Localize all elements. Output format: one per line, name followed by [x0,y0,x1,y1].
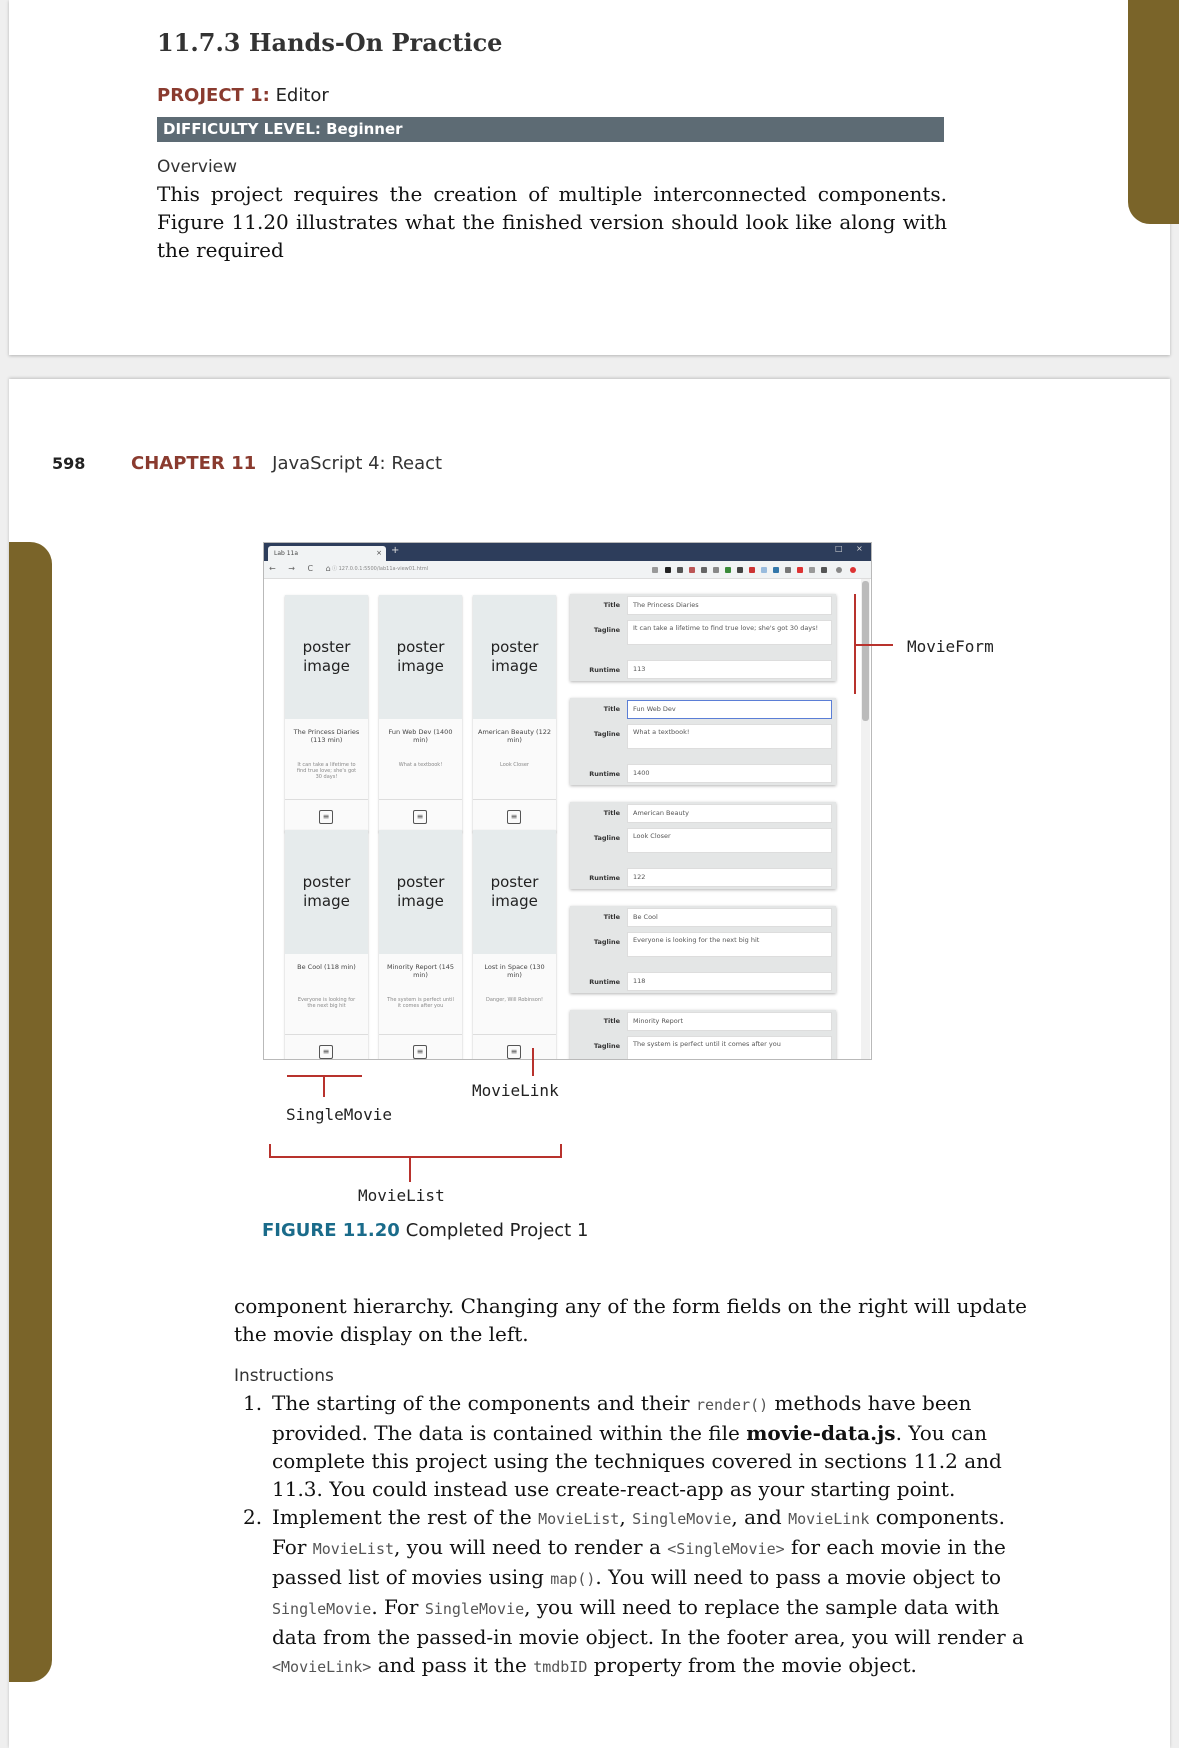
extension-icon[interactable] [797,567,803,573]
extension-icon[interactable] [773,567,779,573]
runtime-input[interactable]: 1400 [627,764,832,783]
extension-icon[interactable] [809,567,815,573]
instructions-heading: Instructions [234,1366,334,1386]
movie-title: Lost in Space (130 min) [484,963,545,979]
movie-form [570,594,836,681]
movie-tagline: The system is perfect until it comes after you [387,997,454,1009]
runtime-input[interactable]: 122 [627,868,832,887]
poster-image: poster image [473,830,556,954]
text-span: . You will need to pass a movie object to [595,1565,1002,1589]
tagline-label: Tagline [593,1042,620,1050]
code-span: <MovieLink> [272,1658,372,1676]
runtime-label: Runtime [589,770,620,778]
movie-tagline: Everyone is looking for the next big hit [297,997,356,1009]
thumb-tab-right [1128,0,1179,224]
runtime-input[interactable]: 113 [627,660,832,679]
movielink-label: MovieLink [472,1081,559,1100]
url-text[interactable]: ⓘ 127.0.0.1:5500/lab11a-view01.html [332,566,429,572]
title-input[interactable]: American Beauty [627,804,832,823]
chapter-header [131,453,442,474]
single-movie-card [379,595,462,832]
code-span: render() [695,1396,769,1414]
project-title [157,85,329,106]
text-span: , and [731,1505,789,1529]
single-movie-card [285,830,368,1060]
movie-tagline: Danger, Will Robinson! [485,997,544,1003]
tagline-label: Tagline [593,938,620,946]
tab-title: Lab 11a [274,550,299,557]
single-movie-card [473,830,556,1060]
text-span: and pass it the [371,1653,534,1677]
chapter-title: JavaScript 4: React [272,453,443,474]
instruction-item [243,1503,1033,1681]
movielist-connector [409,1157,411,1182]
star-icon[interactable] [652,567,658,573]
title-label: Title [603,705,620,713]
movie-link-icon[interactable]: ≡ [413,810,427,824]
movie-title: The Princess Diaries (113 min) [293,728,360,744]
text-span: methods have been provided. The data is contained within the file [272,1391,972,1445]
extension-icon[interactable] [821,567,827,573]
card-footer [473,1034,556,1060]
tagline-input[interactable]: What a textbook! [627,724,832,749]
movie-link-icon[interactable]: ≡ [319,810,333,824]
movieform-label: MovieForm [907,637,994,656]
text-span: Implement the rest of the [272,1505,539,1529]
text-span: , you will need to replace the sample data with data from the passed-in movie object. In the footer area, you will render a [272,1595,1024,1649]
runtime-label: Runtime [589,666,620,674]
chapter-label: CHAPTER 11 [131,453,257,474]
extension-icon[interactable] [665,567,671,573]
singlemovie-connector [323,1076,325,1097]
browser-titlebar [264,543,872,561]
page-number: 598 [52,454,86,473]
extension-icon[interactable] [677,567,683,573]
new-tab-icon[interactable]: + [391,545,400,556]
movielink-connector [532,1048,534,1076]
scrollbar[interactable] [861,579,870,1060]
code-span: SingleMovie [632,1510,732,1528]
figure-caption [262,1220,588,1241]
tagline-label: Tagline [593,730,620,738]
window-maximize-icon[interactable]: □ [835,544,843,553]
movieform-connector [855,644,893,646]
movie-link-icon[interactable]: ≡ [507,1045,521,1059]
text-span: The starting of the components and their [272,1391,696,1415]
tagline-input[interactable]: Look Closer [627,828,832,853]
title-input[interactable]: Minority Report [627,1012,832,1031]
code-span: SingleMovie [424,1600,525,1618]
movielist-bracket-right [560,1144,562,1158]
title-label: Title [603,1017,620,1025]
item-number: 1. [243,1391,263,1415]
title-label: Title [603,601,620,609]
tab-close-icon[interactable]: × [376,549,382,557]
movie-tagline: What a textbook! [398,762,443,768]
extension-icon[interactable] [737,567,743,573]
item-text [272,1503,1033,1681]
movie-link-icon[interactable]: ≡ [507,810,521,824]
movie-title: Fun Web Dev (1400 min) [388,728,453,744]
code-span: MovieList [538,1510,620,1528]
movielist-bracket [269,1156,562,1158]
title-label: Title [603,809,620,817]
tagline-label: Tagline [593,626,620,634]
extension-icon[interactable] [701,567,707,573]
extension-icon[interactable] [713,567,719,573]
project-name: Editor [275,85,329,106]
single-movie-card [285,595,368,832]
movie-form [570,698,836,785]
card-footer [473,799,556,833]
title-input[interactable]: The Princess Diaries [627,596,832,615]
filename-span: movie-data.js [746,1421,896,1445]
code-span: <SingleMovie> [667,1540,785,1558]
poster-image: poster image [285,830,368,954]
menu-icon[interactable] [850,567,856,573]
movie-form [570,802,836,889]
title-label: Title [603,913,620,921]
text-span: for each movie in the passed list of movies using [272,1535,1006,1589]
text-span: , you will need to render a [394,1535,668,1559]
single-movie-card [379,830,462,1060]
runtime-label: Runtime [589,978,620,986]
text-span: property from the movie object. [587,1653,917,1677]
instruction-item [243,1389,1033,1503]
difficulty-bar: DIFFICULTY LEVEL: Beginner [157,117,944,142]
extension-icon[interactable] [689,567,695,573]
code-span: MovieList [312,1540,395,1558]
movie-tagline: It can take a lifetime to find true love; she's got 30 days! [296,762,357,780]
tagline-label: Tagline [593,834,620,842]
movielist-bracket-left [269,1144,271,1158]
card-footer [379,1034,462,1060]
code-span: map() [550,1570,596,1588]
item-number: 2. [243,1505,263,1529]
extension-icon[interactable] [785,567,791,573]
singlemovie-label: SingleMovie [286,1105,392,1124]
poster-image: poster image [379,830,462,954]
card-footer [285,1034,368,1060]
movie-form [570,906,836,993]
movie-link-icon[interactable]: ≡ [319,1045,333,1059]
title-input[interactable]: Be Cool [627,908,832,927]
instructions-list [243,1389,1033,1681]
movie-link-icon[interactable]: ≡ [413,1045,427,1059]
section-title: 11.7.3 Hands-On Practice [157,28,503,57]
text-span: . You can complete this project using the techniques covered in sections 11.2 and 11.3. You could instead use create-react-app as your starting point. [272,1421,1002,1501]
text-span: . For [371,1595,425,1619]
runtime-input[interactable]: 118 [627,972,832,991]
overview-heading: Overview [157,157,238,177]
movie-title: American Beauty (122 min) [478,728,551,744]
movie-title: Be Cool (118 min) [297,963,356,971]
code-span: tmdbID [533,1658,588,1676]
project-label: PROJECT 1: [157,85,270,106]
continuation-text: component hierarchy. Changing any of the form fields on the right will update the movie display on the left. [234,1294,1027,1346]
window-close-icon[interactable]: × [856,544,863,553]
text-span: , [619,1505,633,1529]
tagline-input[interactable]: It can take a lifetime to find true love; she's got 30 days! [627,620,832,645]
single-movie-card [473,595,556,832]
nav-buttons[interactable]: ← → C ⌂ [269,564,336,573]
thumb-tab-left [9,542,52,1682]
item-text [272,1389,1033,1503]
tagline-input[interactable]: The system is perfect until it comes after you [627,1036,832,1060]
code-span: MovieLink [788,1510,870,1528]
browser-window [263,542,872,1060]
profile-icon[interactable] [836,567,842,573]
address-bar [264,561,872,579]
poster-image: poster image [473,595,556,719]
tagline-input[interactable]: Everyone is looking for the next big hit [627,932,832,957]
extension-icon[interactable] [725,567,731,573]
movielist-label: MovieList [358,1186,445,1205]
poster-image: poster image [379,595,462,719]
card-footer [285,799,368,833]
movie-form [570,1010,836,1060]
code-span: SingleMovie [272,1600,372,1618]
movie-tagline: Look Closer [500,762,529,768]
figure-label: FIGURE 11.20 [262,1220,400,1241]
browser-tab[interactable] [268,546,386,561]
title-input[interactable]: Fun Web Dev [627,700,832,719]
scrollbar-thumb[interactable] [862,581,869,721]
figure-caption-text: Completed Project 1 [405,1220,589,1241]
card-footer [379,799,462,833]
overview-text: This project requires the creation of multiple interconnected components. Figure 11.20 illustrates what the finished version should look like along with the required [157,182,947,262]
extension-icon[interactable] [749,567,755,573]
extension-icon[interactable] [761,567,767,573]
poster-image: poster image [285,595,368,719]
movie-title: Minority Report (145 min) [386,963,454,979]
runtime-label: Runtime [589,874,620,882]
text-span: components. For [272,1505,1006,1559]
